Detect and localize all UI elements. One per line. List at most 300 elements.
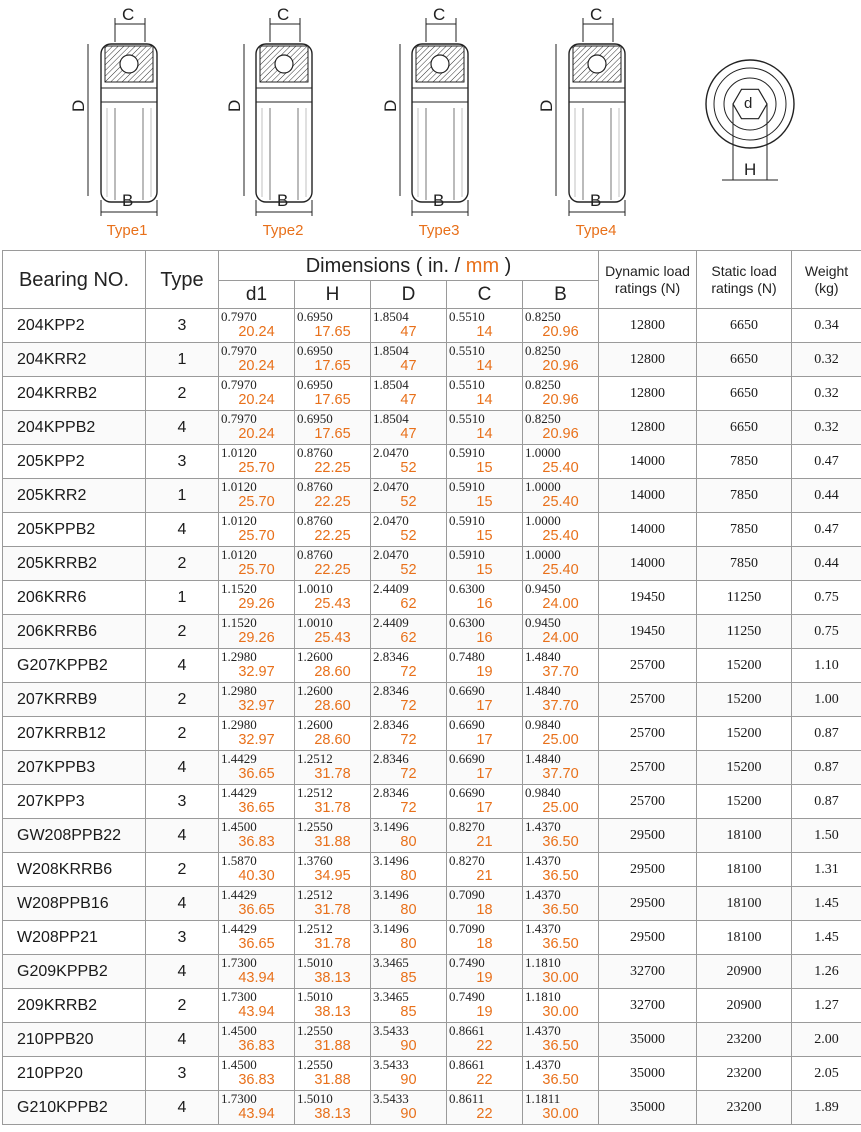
dim-d1-mm: 20.24 [238, 324, 275, 340]
dim-b-inch: 1.1811 [525, 1091, 561, 1106]
dim-d1-mm: 43.94 [238, 970, 275, 986]
dim-c-mm: 22 [476, 1038, 493, 1054]
header-weight: Weight (kg) [792, 251, 861, 309]
dim-c-cell [447, 309, 523, 343]
dim-b-inch: 1.4840 [525, 751, 561, 766]
dim-d-inch: 2.4409 [373, 581, 409, 596]
type4-drawing [569, 44, 625, 202]
dim-h-cell [295, 887, 371, 921]
dim-b-mm: 20.96 [542, 358, 579, 374]
dim-b-cell [523, 819, 599, 853]
static-load-cell: 11250 [697, 581, 792, 615]
dim-b-inch: 1.1810 [525, 989, 561, 1004]
dim-h-mm: 22.25 [314, 528, 351, 544]
dim-c-inch: 0.6690 [449, 785, 485, 800]
dim-d1-cell [219, 853, 295, 887]
static-load-cell: 23200 [697, 1023, 792, 1057]
dim-d-mm: 47 [400, 324, 417, 340]
static-load-cell: 20900 [697, 955, 792, 989]
dim-d-label: D [537, 99, 556, 112]
weight-cell: 0.32 [792, 377, 861, 411]
dim-b-mm: 24.00 [542, 596, 579, 612]
dim-d1-mm: 32.97 [238, 664, 275, 680]
dim-c-mm: 22 [476, 1072, 493, 1088]
dim-h-inch: 1.2550 [297, 1023, 333, 1038]
dim-d1-cell [219, 513, 295, 547]
dim-d-mm: 80 [400, 834, 417, 850]
dim-d1-cell [219, 377, 295, 411]
dim-c-inch: 0.5510 [449, 343, 485, 358]
dim-h-mm: 38.13 [314, 1106, 351, 1122]
dim-h-cell [295, 309, 371, 343]
bearing-no-cell: 207KRRB9 [3, 683, 146, 717]
dim-d-cell [371, 1057, 447, 1091]
dim-d-cell [371, 649, 447, 683]
dim-c-inch: 0.5510 [449, 377, 485, 392]
dynamic-load-cell: 25700 [599, 649, 697, 683]
dynamic-load-cell: 32700 [599, 955, 697, 989]
dim-d-mm: 47 [400, 392, 417, 408]
dim-c-mm: 16 [476, 596, 493, 612]
dim-b-inch: 0.9840 [525, 785, 561, 800]
dim-h-inch: 1.2600 [297, 649, 333, 664]
type-cell: 4 [146, 819, 219, 853]
dim-d1-inch: 1.4500 [221, 1057, 257, 1072]
dim-h-cell [295, 819, 371, 853]
dim-b-inch: 1.1810 [525, 955, 561, 970]
dim-c-mm: 14 [476, 324, 493, 340]
dim-b-inch: 0.8250 [525, 411, 561, 426]
dim-h-cell [295, 343, 371, 377]
dim-h-inch: 0.8760 [297, 479, 333, 494]
dim-h-inch: 0.8760 [297, 513, 333, 528]
dim-d-inch: 3.5433 [373, 1023, 409, 1038]
weight-cell: 1.27 [792, 989, 861, 1023]
table-row [3, 1091, 861, 1125]
dim-d-inch: 2.8346 [373, 785, 409, 800]
dim-b-inch: 1.4370 [525, 921, 561, 936]
dim-d1-inch: 1.0120 [221, 547, 257, 562]
table-row [3, 955, 861, 989]
dim-d-cell [371, 1023, 447, 1057]
dim-d1-cell [219, 309, 295, 343]
dim-h-mm: 31.88 [314, 1072, 351, 1088]
bearing-no-cell: 209KRRB2 [3, 989, 146, 1023]
bearing-drawings [0, 0, 861, 248]
dim-d1-cell [219, 887, 295, 921]
dim-b-cell [523, 445, 599, 479]
dim-h-inch: 1.2512 [297, 887, 333, 902]
dim-d1-inch: 0.7970 [221, 377, 257, 392]
dim-c-cell [447, 751, 523, 785]
dim-h-inch: 0.6950 [297, 343, 333, 358]
dim-c-inch: 0.7490 [449, 955, 485, 970]
dim-b-cell [523, 1091, 599, 1125]
dim-d-inch: 1.8504 [373, 411, 409, 426]
dim-c-cell [447, 547, 523, 581]
dim-d1-mm: 20.24 [238, 392, 275, 408]
dim-b-mm: 25.40 [542, 460, 579, 476]
bearing-no-cell: G209KPPB2 [3, 955, 146, 989]
static-load-cell: 7850 [697, 513, 792, 547]
dim-c-cell [447, 683, 523, 717]
dim-c-cell [447, 377, 523, 411]
dim-h-cell [295, 717, 371, 751]
type3-label: Type3 [418, 222, 460, 239]
dim-h-cell [295, 377, 371, 411]
dim-d-inch: 2.8346 [373, 683, 409, 698]
dim-c-cell [447, 717, 523, 751]
header-dimensions [219, 251, 599, 281]
bearing-no-cell: 206KRR6 [3, 581, 146, 615]
dim-b-mm: 36.50 [542, 1072, 579, 1088]
dim-b-inch: 1.4370 [525, 1023, 561, 1038]
dim-c-inch: 0.6300 [449, 615, 485, 630]
dim-h-mm: 28.60 [314, 664, 351, 680]
table-row [3, 547, 861, 581]
dim-d-inch: 2.8346 [373, 751, 409, 766]
dim-h-inch: 1.2600 [297, 683, 333, 698]
dim-d1-mm: 43.94 [238, 1004, 275, 1020]
dim-d1-cell [219, 343, 295, 377]
type-cell: 3 [146, 309, 219, 343]
dim-h-inch: 1.3760 [297, 853, 333, 868]
type-cell: 3 [146, 445, 219, 479]
weight-cell: 0.87 [792, 717, 861, 751]
bearing-drawings-svg [0, 0, 861, 248]
type-cell: 2 [146, 853, 219, 887]
dim-c-mm: 17 [476, 800, 493, 816]
type-cell: 3 [146, 1057, 219, 1091]
weight-cell: 1.10 [792, 649, 861, 683]
dim-c-cell [447, 955, 523, 989]
bearing-no-cell: 204KPP2 [3, 309, 146, 343]
dim-d1-cell [219, 547, 295, 581]
dim-h-mm: 31.78 [314, 936, 351, 952]
dim-c-inch: 0.8661 [449, 1023, 485, 1038]
dim-h-mm: 28.60 [314, 732, 351, 748]
type-cell: 4 [146, 513, 219, 547]
dim-d1-cell [219, 649, 295, 683]
dim-d-cell [371, 615, 447, 649]
dim-d-inch: 3.1496 [373, 887, 409, 902]
dim-d1-inch: 1.7300 [221, 955, 257, 970]
type-cell: 2 [146, 683, 219, 717]
table-row [3, 581, 861, 615]
dim-d-inch: 3.1496 [373, 921, 409, 936]
header-h: H [295, 281, 371, 309]
dim-b-cell [523, 989, 599, 1023]
header-c: C [447, 281, 523, 309]
dim-b-inch: 1.4840 [525, 649, 561, 664]
dynamic-load-cell: 14000 [599, 513, 697, 547]
dim-d-inch: 2.8346 [373, 649, 409, 664]
header-d1: d1 [219, 281, 295, 309]
dim-h-inch: 1.2550 [297, 1057, 333, 1072]
table-row [3, 1023, 861, 1057]
dim-d1-mm: 20.24 [238, 358, 275, 374]
dim-d1-inch: 0.7970 [221, 309, 257, 324]
header-dynamic: Dynamic load ratings (N) [599, 251, 697, 309]
dim-b-mm: 20.96 [542, 392, 579, 408]
dim-b-cell [523, 887, 599, 921]
table-row [3, 853, 861, 887]
table-row [3, 887, 861, 921]
dynamic-load-cell: 14000 [599, 547, 697, 581]
weight-cell: 1.31 [792, 853, 861, 887]
dim-d1-cell [219, 955, 295, 989]
bearing-no-cell: 205KPPB2 [3, 513, 146, 547]
dim-c-mm: 16 [476, 630, 493, 646]
dim-c-inch: 0.5510 [449, 411, 485, 426]
dynamic-load-cell: 19450 [599, 581, 697, 615]
weight-cell: 1.89 [792, 1091, 861, 1125]
dim-d-inch: 2.0470 [373, 547, 409, 562]
dim-d-mm: 72 [400, 698, 417, 714]
dim-b-mm: 36.50 [542, 936, 579, 952]
dim-c-mm: 18 [476, 936, 493, 952]
dim-d1-cell [219, 581, 295, 615]
bearing-no-cell: 210PPB20 [3, 1023, 146, 1057]
dim-c-mm: 15 [476, 494, 493, 510]
dim-h-mm: 17.65 [314, 324, 351, 340]
dim-d1-cell [219, 989, 295, 1023]
header-b: B [523, 281, 599, 309]
dim-d1-cell [219, 411, 295, 445]
type1-drawing [101, 44, 157, 202]
dim-b-mm: 25.40 [542, 528, 579, 544]
table-row [3, 309, 861, 343]
dim-h-mm: 31.88 [314, 1038, 351, 1054]
dim-d1-mm: 20.24 [238, 426, 275, 442]
bearing-no-cell: 205KPP2 [3, 445, 146, 479]
dim-b-mm: 36.50 [542, 834, 579, 850]
dim-d1-mm: 36.83 [238, 834, 275, 850]
dim-d-cell [371, 581, 447, 615]
weight-cell: 0.75 [792, 581, 861, 615]
dim-d-inch: 1.8504 [373, 377, 409, 392]
bearing-no-cell: 204KRR2 [3, 343, 146, 377]
dynamic-load-cell: 29500 [599, 921, 697, 955]
dim-h-mm: 31.78 [314, 800, 351, 816]
table-row [3, 989, 861, 1023]
dim-b-inch: 1.4370 [525, 1057, 561, 1072]
static-load-cell: 7850 [697, 479, 792, 513]
bearing-no-cell: W208PPB16 [3, 887, 146, 921]
dim-d1-mm: 25.70 [238, 562, 275, 578]
bearing-no-cell: W208KRRB6 [3, 853, 146, 887]
dim-h-inch: 1.5010 [297, 1091, 333, 1106]
dim-d1-inch: 1.4500 [221, 1023, 257, 1038]
dim-c-inch: 0.6300 [449, 581, 485, 596]
bearing-no-cell: W208PP21 [3, 921, 146, 955]
dim-d-mm: 52 [400, 562, 417, 578]
dim-b-cell [523, 309, 599, 343]
dynamic-load-cell: 29500 [599, 819, 697, 853]
dim-b-inch: 0.9450 [525, 581, 561, 596]
dim-c-inch: 0.8270 [449, 853, 485, 868]
dim-h-inch: 1.2512 [297, 751, 333, 766]
dim-d-mm: 62 [400, 630, 417, 646]
dim-d-cell [371, 921, 447, 955]
dim-d1-mm: 32.97 [238, 698, 275, 714]
dim-c-mm: 14 [476, 392, 493, 408]
dim-c-mm: 15 [476, 562, 493, 578]
dim-b-inch: 1.0000 [525, 513, 561, 528]
dynamic-load-cell: 25700 [599, 683, 697, 717]
dim-d-cell [371, 819, 447, 853]
dim-h-cell [295, 445, 371, 479]
dim-d1-mm: 25.70 [238, 460, 275, 476]
type2-drawing [256, 44, 312, 202]
dim-b-mm: 25.00 [542, 732, 579, 748]
static-load-cell: 6650 [697, 309, 792, 343]
dim-d1-inch: 0.7970 [221, 343, 257, 358]
dim-h-mm: 31.78 [314, 902, 351, 918]
dim-b-inch: 1.0000 [525, 479, 561, 494]
dynamic-load-cell: 12800 [599, 377, 697, 411]
weight-cell: 0.47 [792, 445, 861, 479]
dim-d1-inch: 1.4429 [221, 751, 257, 766]
bearing-spec-table [2, 250, 861, 1125]
static-load-cell: 15200 [697, 785, 792, 819]
dim-h-inch: 0.6950 [297, 411, 333, 426]
dim-b-mm: 36.50 [542, 902, 579, 918]
weight-cell: 1.00 [792, 683, 861, 717]
bearing-no-cell: 205KRRB2 [3, 547, 146, 581]
dim-b-inch: 0.8250 [525, 309, 561, 324]
dim-d1-cell [219, 615, 295, 649]
dim-b-cell [523, 853, 599, 887]
type-cell: 2 [146, 547, 219, 581]
dim-c-mm: 15 [476, 460, 493, 476]
dim-c-inch: 0.8661 [449, 1057, 485, 1072]
dim-d-mm: 72 [400, 664, 417, 680]
table-row [3, 921, 861, 955]
type-cell: 2 [146, 377, 219, 411]
dim-d1-mm: 36.83 [238, 1072, 275, 1088]
type-cell: 4 [146, 649, 219, 683]
type-cell: 1 [146, 581, 219, 615]
static-load-cell: 15200 [697, 649, 792, 683]
dim-h-mm: 22.25 [314, 460, 351, 476]
dim-h-mm: 34.95 [314, 868, 351, 884]
dim-c-cell [447, 445, 523, 479]
dim-b-cell [523, 717, 599, 751]
dim-c-inch: 0.8270 [449, 819, 485, 834]
dim-c-cell [447, 581, 523, 615]
type-cell: 1 [146, 479, 219, 513]
static-load-cell: 7850 [697, 547, 792, 581]
dim-d-label: D [225, 99, 244, 112]
dim-h-inch: 1.5010 [297, 955, 333, 970]
table-row [3, 377, 861, 411]
dim-d-cell [371, 853, 447, 887]
dim-d-inch: 3.5433 [373, 1091, 409, 1106]
dim-c-mm: 15 [476, 528, 493, 544]
dim-h-mm: 31.78 [314, 766, 351, 782]
dim-c-cell [447, 1091, 523, 1125]
type-cell: 2 [146, 989, 219, 1023]
dim-d1-mm: 29.26 [238, 630, 275, 646]
dim-b-label: B [122, 191, 134, 210]
dim-h-mm: 17.65 [314, 392, 351, 408]
dim-h-cell [295, 615, 371, 649]
dim-b-cell [523, 785, 599, 819]
dim-c-inch: 0.7090 [449, 921, 485, 936]
dim-b-inch: 0.8250 [525, 343, 561, 358]
dim-lines [88, 18, 625, 216]
dim-d-mm: 90 [400, 1072, 417, 1088]
dim-b-cell [523, 581, 599, 615]
dim-d-cell [371, 989, 447, 1023]
type-cell: 4 [146, 1091, 219, 1125]
dim-d-mm: 80 [400, 936, 417, 952]
table-row [3, 615, 861, 649]
dim-d-mm: 85 [400, 970, 417, 986]
weight-cell: 0.87 [792, 751, 861, 785]
dynamic-load-cell: 35000 [599, 1091, 697, 1125]
dim-d-mm: 52 [400, 460, 417, 476]
weight-cell: 0.87 [792, 785, 861, 819]
dim-b-cell [523, 615, 599, 649]
header-dimensions-mm: mm [465, 254, 500, 277]
dim-d-cell [371, 513, 447, 547]
dim-d-mm: 72 [400, 766, 417, 782]
static-load-cell: 11250 [697, 615, 792, 649]
dynamic-load-cell: 19450 [599, 615, 697, 649]
dim-b-mm: 25.40 [542, 562, 579, 578]
bearing-no-cell: GW208PPB22 [3, 819, 146, 853]
dim-c-label: C [277, 5, 290, 24]
dim-c-inch: 0.6690 [449, 683, 485, 698]
dim-h-mm: 38.13 [314, 1004, 351, 1020]
dim-d-cell [371, 751, 447, 785]
table-row [3, 819, 861, 853]
dim-b-cell [523, 1057, 599, 1091]
dim-d-cell [371, 309, 447, 343]
dim-d1-mm: 32.97 [238, 732, 275, 748]
type2-label: Type2 [262, 222, 304, 239]
bearing-no-cell: 210PP20 [3, 1057, 146, 1091]
dim-c-inch: 0.5910 [449, 445, 485, 460]
dynamic-load-cell: 25700 [599, 785, 697, 819]
table-body [3, 309, 861, 1125]
dim-b-cell [523, 751, 599, 785]
weight-cell: 0.32 [792, 411, 861, 445]
static-load-cell: 6650 [697, 377, 792, 411]
dim-d1-cell [219, 683, 295, 717]
dim-c-inch: 0.6690 [449, 751, 485, 766]
dynamic-load-cell: 12800 [599, 411, 697, 445]
dim-c-cell [447, 649, 523, 683]
dim-b-label: B [433, 191, 445, 210]
dim-d1-inch: 1.4429 [221, 785, 257, 800]
dim-c-inch: 0.5910 [449, 479, 485, 494]
static-load-cell: 23200 [697, 1057, 792, 1091]
bearing-no-cell: 207KPPB3 [3, 751, 146, 785]
table-row [3, 1057, 861, 1091]
dim-b-inch: 1.4840 [525, 683, 561, 698]
dim-d1-inch: 1.0120 [221, 513, 257, 528]
dim-h-cell [295, 921, 371, 955]
dim-c-inch: 0.5510 [449, 309, 485, 324]
weight-cell: 1.50 [792, 819, 861, 853]
dim-h-inch: 0.6950 [297, 309, 333, 324]
type-cell: 3 [146, 785, 219, 819]
static-load-cell: 15200 [697, 751, 792, 785]
dynamic-load-cell: 12800 [599, 309, 697, 343]
